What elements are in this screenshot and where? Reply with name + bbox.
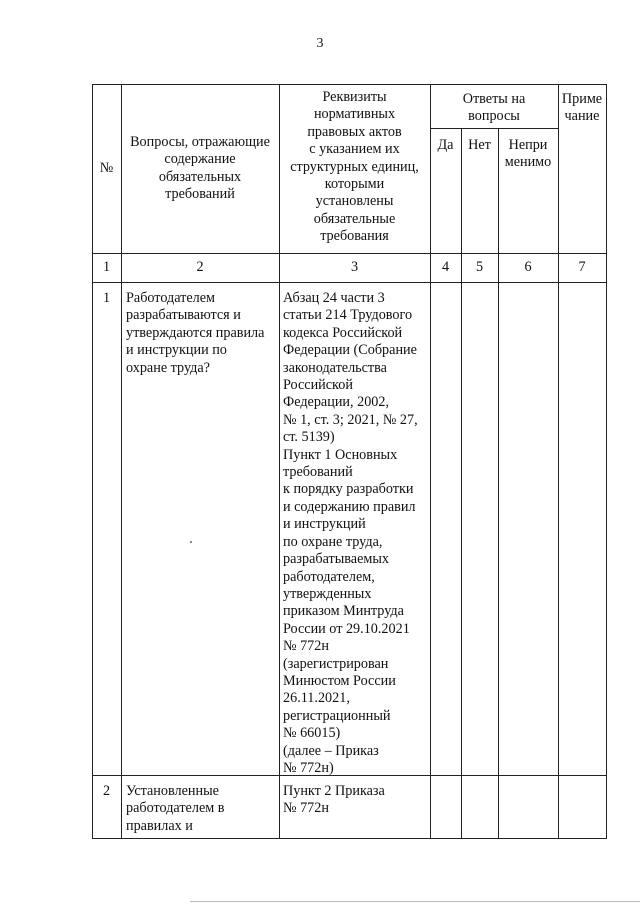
- row-2-requisites: Пункт 2 Приказа № 772н: [283, 783, 385, 817]
- column-number-1: 1: [102, 259, 111, 275]
- header-not-applicable: Непри менимо: [504, 137, 552, 171]
- row-1-number: 1: [102, 290, 111, 306]
- header-no: №: [99, 160, 114, 176]
- header-requisites: Реквизиты нормативных правовых актов с указанием их структурных единиц, которыми установлены обязательные требования: [290, 89, 419, 245]
- header-questions: Вопросы, отражающие содержание обязательных требований: [130, 134, 270, 203]
- column-number-3: 3: [350, 259, 359, 275]
- column-number-2: 2: [196, 259, 204, 275]
- header-yes: Да: [437, 137, 454, 153]
- column-number-4: 4: [441, 259, 450, 275]
- row-1-question: Работодателем разрабатываются и утверждаются правила и инструкции по охране труда?: [126, 290, 265, 376]
- scan-bottom-edge: [190, 901, 640, 902]
- column-number-7: 7: [578, 259, 586, 275]
- header-answers: Ответы на вопросы: [462, 91, 526, 125]
- header-note: Приме чание: [561, 91, 603, 125]
- column-number-5: 5: [475, 259, 484, 275]
- row-2-question: Установленные работодателем в правилах и: [126, 783, 225, 834]
- page-number: 3: [316, 36, 324, 51]
- header-no-answer: Нет: [468, 137, 491, 153]
- scan-speck: [190, 541, 192, 543]
- row-2-number: 2: [102, 783, 111, 799]
- column-number-6: 6: [524, 259, 532, 275]
- row-1-requisites: Абзац 24 части 3 статьи 214 Трудового кодекса Российской Федерации (Собрание законодательства Российской Федерации, 2002, № 1, ст. 3; 2021, № 27, ст. 5139) Пункт 1 Основных требований к порядку разработки и содержанию правил и инструкций по охране труда, разрабатываемых работодателем, утвержденных приказом Минтруда России от 29.10.2021 № 772н (зарегистрирован Минюстом России 26.11.2021, регистрационный № 66015) (далее – Приказ № 772н): [283, 290, 418, 776]
